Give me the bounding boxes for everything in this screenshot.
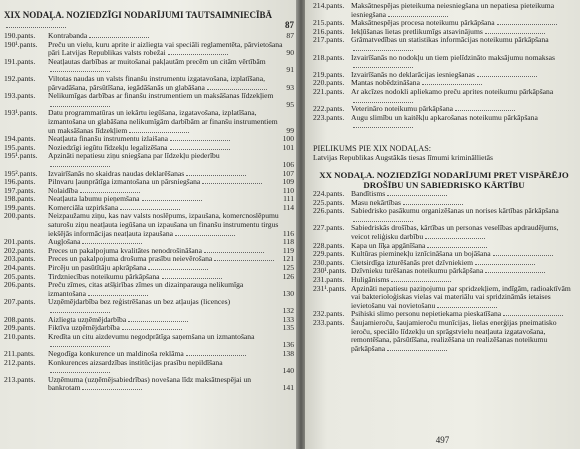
toc-entry [4, 359, 294, 376]
article-title: Kontrabanda [48, 32, 283, 41]
toc-entry [313, 2, 575, 19]
article-number: 233.pants. [313, 318, 345, 327]
article-number: 226.pants. [313, 206, 345, 216]
article-number: 195.pants. [4, 142, 36, 152]
article-page: 130 [282, 288, 294, 298]
article-title: Pilnvaru ļaunprātīga izmantošana un pārsniegšana [48, 178, 280, 187]
article-page: 141 [282, 383, 294, 393]
article-title: Šaujamieroču, šaujamieroču munīcijas, lielas enerģijas pneimatisko ieroču, speciālo līdzekļu un sprāgstvielu neatļauta izgatavošana, remontēšana, pārsūtīšana, realizēšana un realizēšanas noteikumu pārkāpšana [351, 319, 572, 353]
article-title: Huligānisms [351, 276, 572, 285]
article-title: Maksātnespējas pieteikuma neiesniegšana un nepatiesa pieteikuma iesniegšana [351, 2, 572, 19]
article-number: 195².pants. [4, 168, 38, 178]
article-number: 231.pants. [313, 275, 345, 285]
article-number: 211.pants. [4, 348, 35, 358]
article-title: Viltotas naudas un valsts finanšu instrumentu izgatavošana, izplatīšana, pārvadāšana, pārsūtīšana, iegādāšanās un glabāšana [48, 75, 283, 92]
article-number: 205.pants. [4, 271, 36, 281]
article-page: 99 [286, 125, 294, 135]
article-title: Bandītisms [351, 190, 572, 199]
toc-entry [313, 36, 575, 53]
appendix-block [313, 145, 575, 162]
article-number: 230.pants. [313, 257, 345, 267]
article-title: Mantas nobēdzināšana [351, 79, 572, 88]
appendix-subtitle: Latvijas Republikas Augstākās tiesas līmumi krimināllietās [313, 152, 493, 162]
article-number: 209.pants. [4, 323, 36, 333]
article-title: Apzināti nepatiesu paziņojumu par spridzekļiem, indīgām, radioaktīvām vai bakterioloģiskas vielas vai materiālu vai spridzināmās ietaises ievietošanu vai novietošanu [351, 283, 571, 310]
article-title: Neatļautas darbības ar muitošanai pakļautām precēm un citām vērtībām [48, 58, 283, 75]
article-page: 111 [283, 194, 294, 204]
article-number: 204.pants. [4, 263, 36, 273]
article-title: Nelikumīgas darbības ar finanšu instrumentiem un maksāšanas līdzekļiem [48, 92, 283, 109]
article-number: 223.pants. [313, 112, 345, 122]
right-entries-top-list [313, 2, 575, 131]
article-number: 228.pants. [313, 240, 345, 250]
article-title: Izvairīšanās no nodokļu un tiem pielīdzināto maksājumu nomaksas [351, 54, 572, 71]
toc-entry [313, 285, 575, 311]
article-title: Konkurences aizsardzības institūcijas prasību nepildīšana [48, 359, 280, 376]
article-page: 90 [286, 48, 294, 58]
article-title: Neizpaužamu ziņu, kas nav valsts noslēpums, izpaušana, komercnoslēpumu saturošu ziņu neatļauta iegūšana un izpaušana un finanšu instrumentu tirgus iekšējās informācijas neatļauta izpaušana [48, 211, 279, 238]
article-title: Cietsirdīga izturēšanās pret dzīvniekiem [351, 259, 572, 268]
toc-entry [313, 54, 575, 71]
article-title: Kapa un līķa apgānīšana [351, 242, 572, 251]
article-number: 193¹.pants. [4, 108, 38, 118]
article-number: 217.pants. [313, 35, 345, 45]
article-title: Neatļauta labumu pieņemšana [48, 195, 280, 204]
article-page: 132 [282, 306, 294, 315]
article-title: Izvairīšanās no deklarācijas iesniegšanas [351, 71, 572, 80]
article-title: Dzīvnieku turēšanas noteikumu pārkāpšana [351, 267, 572, 276]
toc-entry [4, 212, 294, 238]
chapter-heading-xix [4, 10, 294, 30]
toc-entry [4, 75, 294, 92]
article-number: 229.pants. [313, 249, 345, 259]
article-title: Preces un pakalpojuma drošuma prasību neievērošana [48, 255, 280, 264]
article-title: Uzņēmējdarbība bez reģistrēšanas un bez atļaujas (licences) [48, 298, 280, 315]
toc-entry [4, 376, 294, 393]
article-page: 101 [282, 142, 294, 152]
article-title: Tirdzniecības noteikumu pārkāpšana [48, 273, 280, 282]
article-title: Apzināti nepatiesu ziņu sniegšana par līdzekļu piederību [48, 152, 280, 169]
article-title: Negodīga konkurence un maldinoša reklāma [48, 350, 280, 359]
article-title: Preces un pakalpojuma kvalitātes nenodrošināšana [48, 247, 280, 256]
article-page: 125 [282, 263, 294, 273]
article-number: 224.pants. [313, 189, 345, 199]
article-page: 133 [282, 314, 294, 324]
article-page: 138 [282, 348, 294, 358]
article-number: 222.pants. [313, 104, 345, 114]
article-number: 216.pants. [313, 26, 345, 36]
toc-entry [4, 92, 294, 109]
article-number: 232.pants. [313, 309, 345, 319]
article-number: 198.pants. [4, 194, 36, 204]
article-page: 93 [286, 82, 294, 92]
article-number: 202.pants. [4, 245, 36, 255]
article-page: 136 [282, 340, 294, 350]
article-title: Pircēju un pasūtītāju apkrāpšana [48, 264, 280, 273]
article-number: 195¹.pants. [4, 151, 38, 161]
article-number: 219.pants. [313, 69, 345, 79]
toc-entry [4, 41, 294, 58]
toc-entry [313, 88, 575, 105]
article-number: 190.pants. [4, 31, 36, 40]
article-title: Datu programmatūras un iekārtu iegūšana, izgatavošana, izplatīšana, izmantošana un glabāšana nelikumīgām darbībām ar finanšu instrumentiem un maksāšanas līdzekļiem [48, 109, 283, 135]
article-title: Preču un vielu, kuru aprite ir aizliegta vai speciāli reglamentēta, pārvietošana pāri Latvijas Republikas valsts robežai [48, 39, 283, 58]
article-title: Uzņēmuma (uzņēmējsabiedrības) novešana līdz maksātnespējai un bankrotam [48, 376, 280, 393]
toc-entry [313, 207, 575, 224]
article-page: 119 [282, 245, 294, 255]
article-number: 214.pants. [313, 1, 345, 10]
article-number: 199.pants. [4, 202, 36, 212]
article-title: Aizliegta uzņēmējdarbība [48, 316, 280, 325]
article-page: 87 [286, 31, 294, 40]
right-entries-bottom-list [313, 190, 575, 353]
chapter-heading-xx: XX NODAĻA. NOZIEDZĪGI NODARĪJUMI PRET VISPĀRĒJO DROŠĪBU UN SABIEDRISKO KĀRTĪBU [319, 170, 569, 191]
article-page: 116 [282, 228, 294, 238]
appendix-title: PIELIKUMS PIE XIX NODAĻAS: [313, 143, 432, 153]
article-title: Grāmatvedības un statistikas informācijas noteikumu pārkāpšana [351, 36, 572, 53]
article-number: 230¹.pants. [313, 266, 347, 276]
toc-entry [4, 109, 294, 135]
page-number: 497 [435, 435, 450, 446]
article-title: Maksātnespējas procesa noteikumu pārkāpšana [351, 19, 572, 28]
toc-entry [4, 152, 294, 169]
toc-entry [313, 224, 575, 241]
article-title: Sabiedriskās drošības, kārtības un personas veselības apdraudējums, veicot reliģisku darbību [351, 224, 572, 241]
left-entries-list [4, 32, 294, 393]
article-page: 121 [282, 254, 294, 264]
article-title: Neatļauta finanšu instrumentu izlaišana [48, 135, 280, 144]
article-number: 197.pants. [4, 185, 36, 195]
article-title: Preču zīmes, citas atšķirības zīmes un dizainparauga nelikumīga izmantošana [48, 281, 280, 298]
article-page: 91 [286, 65, 294, 75]
article-number: 208.pants. [4, 314, 36, 324]
article-number: 218.pants. [313, 52, 345, 62]
chapter-heading-page: 87 [285, 20, 294, 30]
article-title: Nolaidība [48, 187, 280, 196]
article-page: 100 [282, 134, 294, 144]
article-number: 203.pants. [4, 254, 36, 264]
article-number: 231¹.pants. [313, 283, 347, 293]
article-title: Kredīta un citu aizdevumu negodprātīga saņemšana un izmantošana [48, 333, 280, 350]
article-number: 212.pants. [4, 357, 36, 367]
article-number: 207.pants. [4, 297, 36, 307]
article-page: 118 [282, 237, 294, 247]
right-page [305, 0, 580, 449]
article-title: Kultūras pieminekļu iznīcināšana un bojāšana [351, 250, 572, 259]
article-title: Veterināro noteikumu pārkāpšana [351, 105, 572, 114]
article-page: 107 [282, 168, 294, 178]
toc-entry [4, 58, 294, 75]
article-number: 193.pants. [4, 91, 36, 101]
article-title: Psihiski slimo personu nepietiekama pieskatīšana [351, 310, 572, 319]
article-page: 140 [282, 366, 294, 376]
article-page: 135 [282, 323, 294, 333]
article-number: 200.pants. [4, 211, 36, 221]
article-title: Masu nekārtības [351, 199, 572, 208]
article-number: 201.pants. [4, 237, 36, 247]
right-page-content [313, 2, 575, 353]
article-number: 192.pants. [4, 73, 36, 83]
article-number: 191.pants. [4, 56, 36, 66]
article-title: Ar akcīzes nodokli apliekamo preču aprites noteikumu pārkāpšana [351, 88, 572, 105]
article-number: 220.pants. [313, 78, 345, 88]
article-page: 95 [286, 99, 294, 109]
article-title: Sabiedrisko pasākumu organizēšanas un norises kārtības pārkāpšana [351, 207, 572, 224]
article-number: 225.pants. [313, 197, 345, 207]
article-number: 213.pants. [4, 374, 36, 384]
article-number: 215.pants. [313, 18, 345, 28]
toc-entry [313, 114, 575, 131]
toc-entry [313, 319, 575, 353]
article-number: 206.pants. [4, 280, 36, 290]
article-page: 110 [282, 185, 294, 195]
toc-entry [4, 333, 294, 350]
article-page: 126 [282, 271, 294, 281]
article-number: 190¹.pants. [4, 39, 38, 49]
left-page-content [4, 10, 294, 393]
article-title: Komerciāla uzpirkšana [48, 204, 280, 213]
article-title: Augļošana [48, 238, 280, 247]
article-number: 221.pants. [313, 86, 345, 96]
article-title: Fiktīva uzņēmējdarbība [48, 324, 280, 333]
article-number: 227.pants. [313, 223, 345, 233]
article-page: 106 [282, 159, 294, 169]
article-title: Izvairīšanās no skaidras naudas deklarēšanas [48, 170, 280, 179]
article-number: 196.pants. [4, 177, 36, 187]
article-title: Noziedzīgi iegūtu līdzekļu legalizēšana [48, 144, 280, 153]
article-title: Iekļūšanas lietas pretlikumīgs atsavinājums [351, 28, 572, 37]
article-number: 194.pants. [4, 134, 36, 144]
chapter-heading-text: XIX NODAĻA. NOZIEDZĪGI NODARĪJUMI TAUTSAIMNIECĪBĀ [4, 10, 282, 30]
article-number: 210.pants. [4, 331, 36, 341]
article-page: 109 [282, 177, 294, 187]
toc-entry [4, 281, 294, 298]
toc-entry [4, 298, 294, 315]
article-page: 114 [282, 202, 294, 212]
article-title: Augu slimību un kaitēkļu apkarošanas noteikumu pārkāpšana [351, 114, 572, 131]
